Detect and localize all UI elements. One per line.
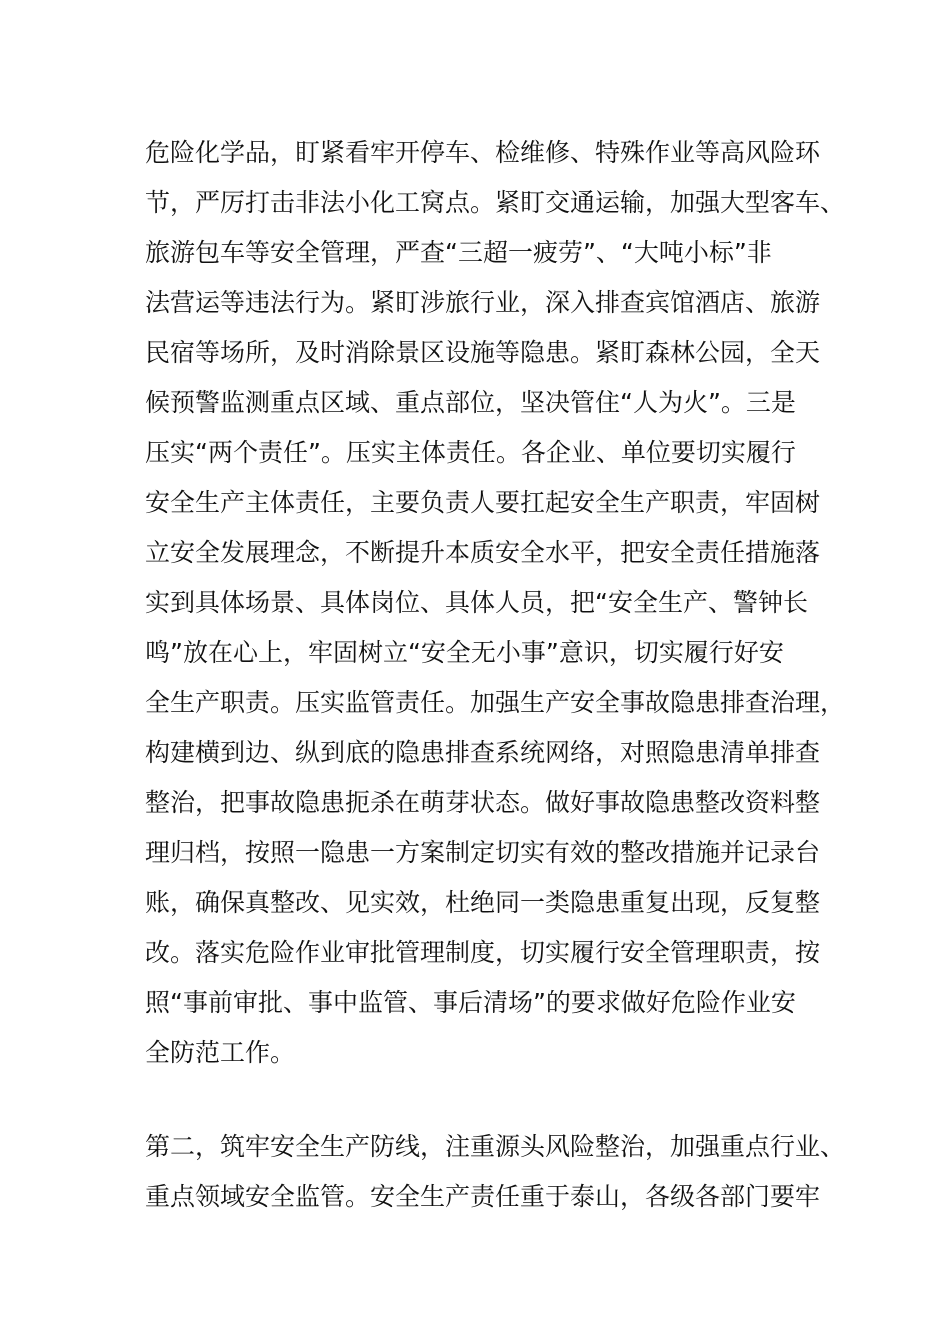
text-line: 立安全发展理念，不断提升本质安全水平，把安全责任措施落 (145, 538, 821, 567)
text-line: 危险化学品，盯紧看牢开停车、检维修、特殊作业等高风险环 (145, 138, 821, 167)
text-line: 改。落实危险作业审批管理制度，切实履行安全管理职责，按 (145, 938, 821, 967)
text-line: 压实“两个责任”。压实主体责任。各企业、单位要切实履行 (145, 438, 796, 467)
text-line: 照“事前审批、事中监管、事后清场”的要求做好危险作业安 (145, 988, 796, 1017)
text-line: 实到具体场景、具体岗位、具体人员，把“安全生产、警钟长 (145, 588, 808, 617)
text-line: 安全生产主体责任，主要负责人要扛起安全生产职责，牢固树 (145, 488, 821, 517)
text-line: 全生产职责。压实监管责任。加强生产安全事故隐患排查治理， (145, 688, 846, 717)
text-line: 整治，把事故隐患扼杀在萌芽状态。做好事故隐患整改资料整 (145, 788, 821, 817)
text-line: 重点领域安全监管。安全生产责任重于泰山，各级各部门要牢 (145, 1182, 821, 1211)
text-line: 第二，筑牢安全生产防线，注重源头风险整治，加强重点行业、 (145, 1132, 846, 1161)
text-line: 理归档，按照一隐患一方案制定切实有效的整改措施并记录台 (145, 838, 821, 867)
paragraph (145, 128, 846, 1078)
text-line: 民宿等场所，及时消除景区设施等隐患。紧盯森林公园，全天 (145, 338, 821, 367)
text-line: 法营运等违法行为。紧盯涉旅行业，深入排查宾馆酒店、旅游 (145, 288, 821, 317)
text-line: 节，严厉打击非法小化工窝点。紧盯交通运输，加强大型客车、 (145, 188, 846, 217)
text-line: 旅游包车等安全管理，严查“三超一疲劳”、“大吨小标”非 (145, 238, 772, 267)
text-line: 候预警监测重点区域、重点部位，坚决管住“人为火”。三是 (145, 388, 796, 417)
text-line: 账，确保真整改、见实效，杜绝同一类隐患重复出现，反复整 (145, 888, 821, 917)
text-line: 鸣”放在心上，牢固树立“安全无小事”意识，切实履行好安 (145, 638, 784, 667)
text-line: 全防范工作。 (145, 1038, 296, 1067)
text-line: 构建横到边、纵到底的隐患排查系统网络，对照隐患清单排查 (145, 738, 821, 767)
paragraph (145, 1122, 846, 1222)
